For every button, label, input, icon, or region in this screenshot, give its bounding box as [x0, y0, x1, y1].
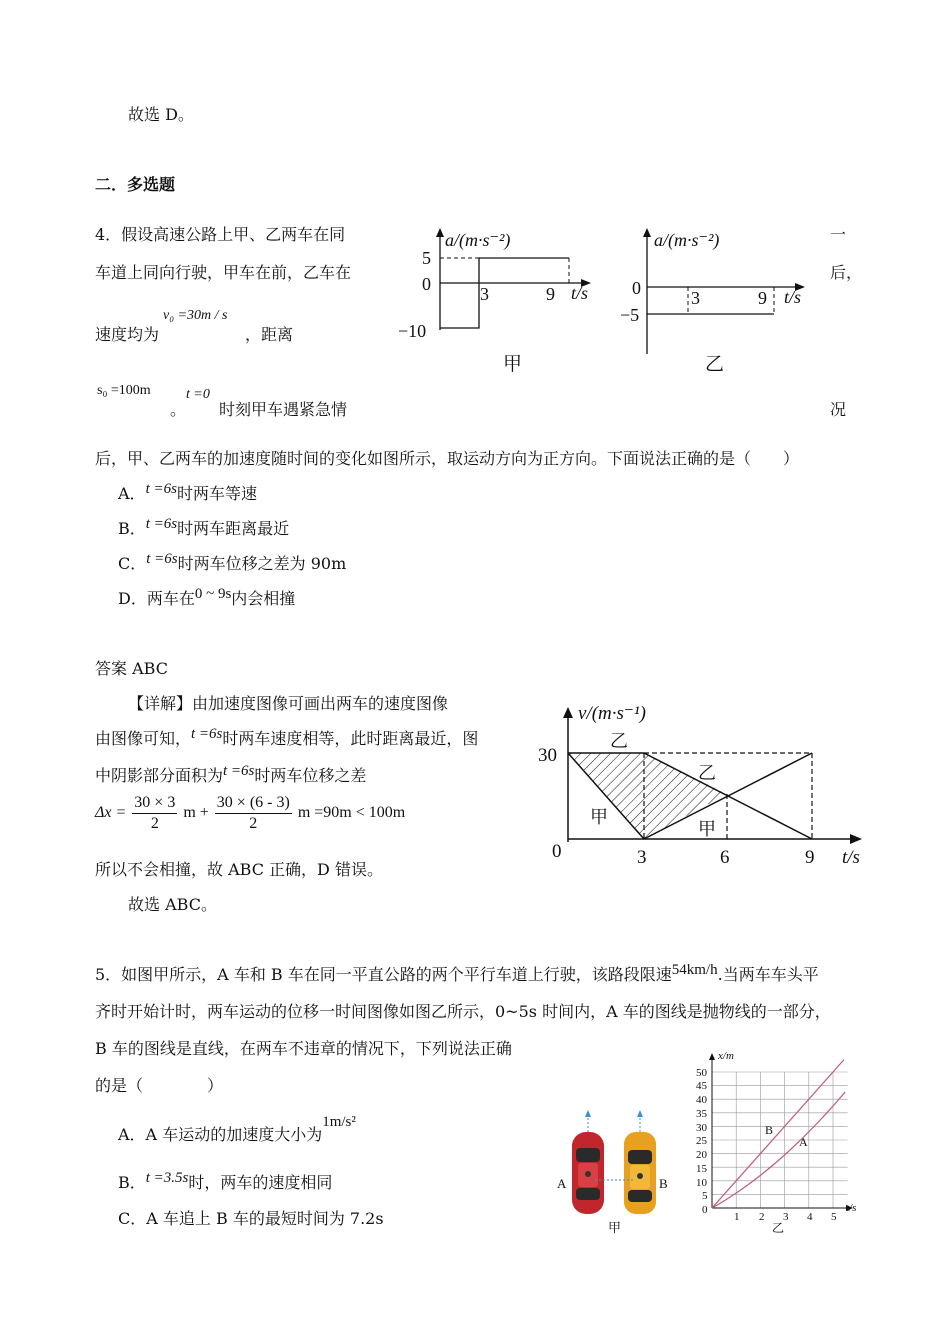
xt-ytick-0: 0 — [702, 1204, 708, 1216]
explanation-line5: 故选 ABC。 — [128, 895, 217, 914]
yi-ylabel: a/(m·s⁻²) — [654, 230, 720, 250]
q4-line3: 速度均为 — [95, 325, 160, 344]
yi-xtick-9: 9 — [758, 288, 767, 308]
vt-xtick-9: 9 — [805, 847, 815, 868]
vt-ylabel: v/(m·s⁻¹) — [578, 703, 646, 724]
q5-line1: 5．如图甲所示，A 车和 B 车在同一平直公路的两个平行车道上行驶，该路段限速54km/h.当两车车头平 — [95, 962, 819, 984]
jia-xtick-9: 9 — [546, 284, 555, 304]
jia-ytick-neg10: −10 — [398, 321, 427, 341]
xt-ytick-50: 50 — [696, 1067, 707, 1079]
position-time-graph — [688, 1048, 878, 1238]
option-a: A．t =6s时两车等速 — [118, 481, 257, 503]
q4-line4: 时刻甲车遇紧急情 — [219, 400, 348, 419]
q4-line4-mid: 。 — [170, 400, 187, 419]
jia-xtick-3: 3 — [480, 284, 489, 304]
explanation-line4: 所以不会相撞，故 ABC 正确，D 错误。 — [95, 860, 383, 879]
q4-line3-b: ，距离 — [245, 325, 294, 344]
vt-ytick-30: 30 — [538, 745, 557, 766]
xt-xtick-1: 1 — [734, 1211, 740, 1223]
xt-xtick-2: 2 — [759, 1211, 765, 1223]
line-a — [712, 1092, 845, 1208]
option-d: D．两车在0 ~ 9s内会相撞 — [118, 586, 296, 608]
vt-label-yi-top: 乙 — [610, 731, 628, 751]
xt-ytick-40: 40 — [696, 1094, 707, 1106]
xt-ytick-25: 25 — [696, 1135, 707, 1147]
xt-ytick-15: 15 — [696, 1163, 707, 1175]
car-b-icon — [624, 1132, 656, 1214]
yi-caption: 乙 — [705, 354, 725, 375]
jia-ytick-0: 0 — [422, 274, 431, 294]
explanation-line1: 【详解】由加速度图像可画出两车的速度图像 — [128, 694, 449, 713]
option-b: B．t =6s时两车距离最近 — [118, 516, 290, 538]
jia-xlabel: t/s — [571, 283, 589, 303]
q4-line5: 后，甲、乙两车的加速度随时间的变化如图所示，取运动方向为正方向。下面说法正确的是（ ） — [95, 449, 800, 468]
q4-answer: 答案 ABC — [95, 659, 168, 678]
v0-formula: v₀ =30m / s — [163, 308, 228, 323]
section-title: 二．多选题 — [95, 175, 176, 194]
displacement-equation: Δx = $\frac{30 \times 3}{2}$ m + $\frac{30 \times (6 - 3)}{2}$ m =90m < 100m — [95, 794, 406, 832]
xt-ytick-20: 20 — [696, 1149, 707, 1161]
xt-xtick-5: 5 — [831, 1211, 837, 1223]
jia-caption: 甲 — [503, 354, 523, 375]
explanation-line2: 由图像可知，t =6s时两车速度相等，此时距离最近，图 — [95, 726, 479, 748]
option-c: C．t =6s时两车位移之差为 90m — [118, 551, 347, 573]
yi-xlabel: t/s — [784, 287, 802, 307]
car-b-label: B — [659, 1176, 668, 1191]
q5-option-c: C．A 车追上 B 车的最短时间为 7.2s — [118, 1209, 384, 1228]
xt-ytick-45: 45 — [696, 1080, 707, 1092]
xt-ytick-5: 5 — [702, 1190, 708, 1202]
q5-option-a: A．A 车运动的加速度大小为1m/s² — [118, 1114, 356, 1144]
xt-ytick-30: 30 — [696, 1122, 707, 1134]
car-a-icon — [572, 1132, 604, 1214]
xt-caption: 乙 — [772, 1221, 785, 1235]
q4-line4-end: 况 — [830, 400, 847, 419]
xt-label-b: B — [765, 1123, 774, 1137]
velocity-time-graph — [530, 695, 870, 875]
vt-xlabel: t/s — [842, 847, 860, 868]
previous-answer: 故选 D。 — [128, 105, 194, 124]
t0-formula: t =0 — [186, 387, 210, 402]
car-a-label: A — [557, 1176, 567, 1191]
cars-illustration — [555, 1108, 680, 1238]
q5-line2: 齐时开始计时，两车运动的位移一时间图像如图乙所示，0~5s 时间内，A 车的图线是抛物线的一部分， — [95, 1002, 831, 1021]
acceleration-graph-yi — [612, 222, 822, 382]
q5-line3: B 车的图线是直线，在两车不违章的情况下，下列说法正确 — [95, 1039, 512, 1058]
q4-line1-end: 一 — [830, 225, 847, 244]
vt-ytick-0: 0 — [552, 841, 562, 862]
jia-ylabel: a/(m·s⁻²) — [445, 230, 511, 250]
acceleration-graph-jia — [395, 222, 605, 382]
q5-option-b: B．t =3.5s时，两车的速度相同 — [118, 1170, 333, 1192]
xt-xlabel: t/s — [846, 1202, 857, 1214]
q4-line2-end: 后， — [830, 263, 863, 282]
explanation-line3: 中阴影部分面积为t =6s时两车位移之差 — [95, 763, 367, 785]
yi-ytick-0: 0 — [632, 278, 641, 298]
xt-ylabel: x/m — [718, 1050, 734, 1062]
xt-xtick-4: 4 — [807, 1211, 813, 1223]
jia-ytick-5: 5 — [422, 248, 431, 268]
cars-caption: 甲 — [608, 1220, 622, 1235]
q4-line2: 车道上同向行驶，甲车在前，乙车在 — [95, 263, 352, 282]
yi-ytick-neg5: −5 — [620, 305, 640, 325]
vt-xtick-6: 6 — [720, 847, 730, 868]
xt-ytick-35: 35 — [696, 1108, 707, 1120]
q5-line4: 的是（ ） — [95, 1076, 224, 1095]
vt-xtick-3: 3 — [637, 847, 647, 868]
q4-line1: 4．假设高速公路上甲、乙两车在同 — [95, 225, 346, 244]
vt-label-jia-left: 甲 — [590, 807, 608, 827]
s0-formula: s₀ =100m — [97, 383, 151, 398]
xt-ytick-10: 10 — [696, 1177, 707, 1189]
xt-xtick-3: 3 — [783, 1211, 789, 1223]
line-b — [712, 1060, 844, 1208]
yi-xtick-3: 3 — [691, 288, 700, 308]
vt-label-yi-mid: 乙 — [698, 763, 716, 783]
xt-label-a: A — [799, 1135, 808, 1149]
vt-label-jia-right: 甲 — [698, 819, 716, 839]
